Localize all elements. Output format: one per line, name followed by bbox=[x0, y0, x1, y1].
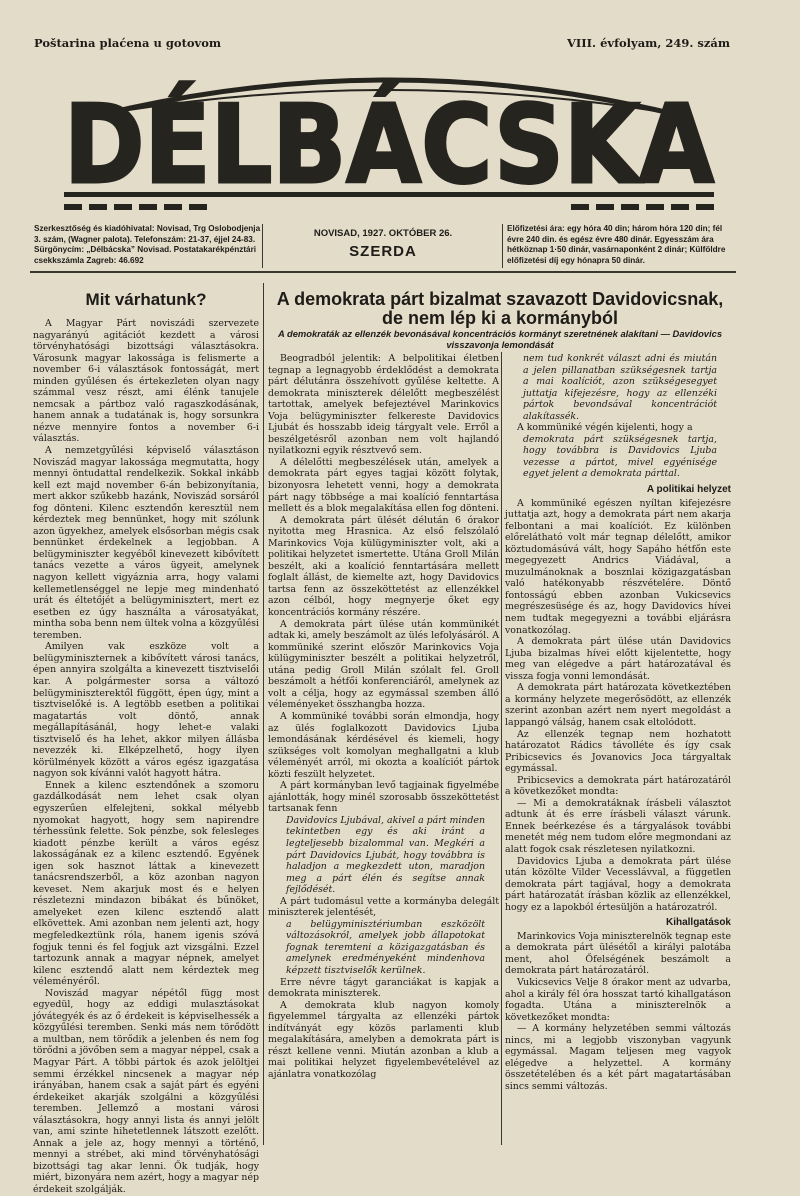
main-subheadline: A demokraták az ellenzék bevonásával koncentrációs kormányt szeretnének alakítani — Davidovics visszavonja lemondását bbox=[277, 328, 723, 350]
left-paragraph: Ennek a kilenc esztendőnek a szomoru gazdálkodását nem lehet csak olyan egyszerűen elfelejteni, sokkal mélyebb nyomokat hagyott, hogy sem napirendre térhessünk felette. Sok pénzbe, sok felesleges kiadott pénzbe került a város egész lakosságának ez a kilenc esztendő. Egyének igen sok hasznot láttak a kinevezett tanácsrendszerből, a köz azonban nagyon keveset. Nem akarjuk most és e helyen részletezni mindazon bibákat és bűnöket, amelyeket ezen kilenc esztendő alatt elkövettek. Ami azonban nem jelenti azt, hogy megfeledkeztünk róla, hanem igenis szóvá fogjuk tenni és fel fogjuk azt vizsgálni. Ezzel tartozunk annak a magyar népnek, amelyet kilenc esztendő alatt nem kérdeztek meg véleményéről. bbox=[33, 779, 259, 988]
main-paragraph: A demokrata klub nagyon komoly figyelemmel tárgyalta az ellenzéki pártok indítványát egy közös parlamenti klub megalakítására, amelyben a demokrata párt is részt kellene venni. Miután azonban a klub a mai politikai helyzet figyelembevételével az ajánlatra vonatkozólag bbox=[268, 999, 499, 1080]
main-paragraph: A kommüniké végén kijelenti, hogy a bbox=[517, 422, 693, 434]
date-block bbox=[268, 228, 498, 260]
left-paragraph: A nemzetgyűlési képviselő választáson Noviszád magyar lakossága megmutatta, hogy mennyi öntudattal rendelkezik. Sokkal inkább kell ezt majd november 6-án bebizonyítania, mert akkor szűkebb hazánk, Noviszád sorsáról fog dönteni. Kilenc esztendőn keresztül nem kérdeztek meg bennünket, hogy mit szólunk azon ügyekhez, amelyek elsősorban mégis csak bennünket érdekelnek a legjobban. A belügyminiszter kegyéből kinevezett kibővített tanács vezette a város ügyeit, amelynek nagyon kellett vigyáznia arra, hogy valami kellemetlenséggel ne lepje meg mindenható urát és éltetőjét a belügyminisztert, mert ez esetben ez úgy használta a városatyákat, mintha soba benn nem ültek volna a közgyűlési teremben. bbox=[33, 445, 259, 641]
main-paragraph: Davidovics Ljuba a demokrata párt ülése után közölte Vilder Vecesslávval, a független demokrata párt tagjával, hogy a demokrata párt határozatát írásban közlik az ellenzékkel, hogy ez a lapokból értesüljön a határozatról. bbox=[505, 855, 731, 913]
masthead-title: DÉLBÁCSKA bbox=[64, 83, 789, 208]
main-paragraph: A demokrata párt ülését délután 6 órakor nyitotta meg Hrasnica. Az első felszólaló Marinkovics Voja külügyminiszter volt, aki a politikai helyzetet ismertette. Utána Groll Milán beszélt, aki a koalíció fenntartására mellett foglalt állást, de kiemelte azt, hogy Davidovics tartsa fenn az összeköttetést az ellenzékkel azon célból, hogy megnyerje őket egy koncentrációs kormány részére. bbox=[268, 514, 499, 619]
subscription-info: Előfizetési ára: egy hóra 40 din; három hóra 120 din; fél évre 240 din. és egész évre 480 dinár. Egyesszám ára hétköznap 1·50 dinár, vasárnaponként 2 dinár; Külföldre előfizetési díj egy hónapra 50 dinár. bbox=[507, 224, 726, 265]
main-paragraph: Beogradból jelentik: A belpolitikai életben tegnap a legnagyobb érdeklődést a demokrata párt délutánra összehívott gyűlése keltette. A demokrata miniszterek délelőtt megbeszélést tartottak, amelyek befejeztével Marinkovics Voja belügyminiszter felkereste Davidovics Ljubát és hosszabb ideig tárgyalt vele. Erről a beszélgetésről azonban nem volt hajlandó nyilatkozni egyik résztvevő sem. bbox=[268, 353, 499, 457]
main-paragraph: A délelőtti megbeszélések után, amelyek a demokrata párt egyes tagjai között folytak, bizonyosra lehetett venni, hogy a demokrata párt nagy többsége a mai koalíció fenntartása mellett és a blok megalakítása ellen fog dönteni. bbox=[268, 456, 499, 515]
main-paragraph: Pribicsevics a demokrata párt határozatáról a következőket mondta: bbox=[505, 774, 731, 798]
edition-number: VIII. évfolyam, 249. szám bbox=[567, 36, 730, 50]
main-paragraph: A párt kormányban levő tagjainak figyelmébe ajánlották, hogy minél szorosabb összeköttetést tartsanak fenn bbox=[268, 780, 499, 815]
dateline: NOVISAD, 1927. OKTÓBER 26. bbox=[313, 228, 453, 239]
main-quote: demokrata párt szükségesnek tartja, hogy továbbra is Davidovics Ljuba vezesse a pártot, mivel egyénisége egyet jelent a demokrata párttal. bbox=[523, 433, 717, 480]
weekday: SZERDA bbox=[349, 243, 417, 260]
left-article-body bbox=[33, 318, 259, 1196]
main-article-column-2 bbox=[505, 353, 731, 1143]
main-headline: A demokrata párt bizalmat szavazott Davidovicsnak, de nem lép ki a kormányból bbox=[276, 289, 724, 328]
main-paragraph: Az ellenzék tegnap nem hozhatott határozatot Rádics távolléte és így csak Pribicsevics és Jovanovics Joca tárgyaltak egymással. bbox=[505, 728, 731, 775]
main-paragraph: — A kormány helyzetében semmi változás nincs, mi a legjobb viszonyban vagyunk egymással. Magam teljesen meg vagyok elégedve a helyzettel. A kormány összetételében és a két párt magatartásában sincs semmi változás. bbox=[505, 1023, 731, 1092]
left-paragraph: Noviszád magyar népétől függ most egyedül, hogy az eddigi mulasztásokat jóvátegyék és az ő érdekeit is képviselhessék a közgyűlési teremben. Senki más nem törődött a multban, nem törődik a jelenben és nem fog törődni a jövőben sem a magyar néppel, csak a Magyar Párt. A többi pártok és azok jelöltjei semmi érzékkel nincsenek a magyar nép irányában, hanem csak a saját párt és egyéni érdekeiket akarják szolgálni a közgyűlési teremben. Jellemző a mostani városi választásokra, hogy annyi lista és annyi jelölt van, ami szinte hihetetlennek látszott ezelőtt. Annak a jele az, hogy mennyi a történő, mennyi a strébet, aki mind törvényhatósági bizottsági tag akar lenni. Ők tudják, hogy miért, bizonyára nem azért, hogy a magyar nép érdekeit szolgálják. bbox=[33, 987, 259, 1196]
left-paragraph: Amilyen vak eszköze volt a belügyminiszternek a kibővített városi tanács, épen annyira szolgálta a kinevezett tisztviselői kar. A polgármester sorsa a változó belügyminiszterektől függött, épen úgy, mint a tisztviselőké is. A legtöbb esetben a politikai magatartás volt döntő, annak megállapításánál, hogy lehet-e valaki tisztviselő és ha lehet, akkor milyen állásba nevezzék ki. Elképzelhető, hogy ilyen körülmények között a város egész igazgatása nagyon sok kívánni valót hagyott hátra. bbox=[33, 641, 259, 780]
masthead-logo bbox=[44, 52, 789, 222]
column-divider-2 bbox=[501, 352, 502, 1145]
main-paragraph: A demokrata párt határozata következtében a kormány helyzete megerősödött, az ellenzék szerint azonban azért nem nyert megoldást a lappangó válság, hanem csak eltolódott. bbox=[505, 682, 731, 728]
main-paragraph: Erre névre tágyt garanciákat is kapjak a demokrata miniszterek. bbox=[268, 976, 499, 1000]
header-divider-left bbox=[262, 224, 263, 268]
publisher-info: Szerkesztőség és kiadóhivatal: Novisad, Trg Oslobodjenja 3. szám, (Wagner palota). Telefonszám: 21-37, éjjel 24-83. Sürgönycím: „Délbácska” Novisad. Postatakarékpénztári csekkszámla Zagreb: 46.692 bbox=[34, 224, 261, 265]
main-paragraph: A párt tudomásul vette a kormányba delegált miniszterek jelentését, bbox=[268, 895, 499, 919]
section-heading-political: A politikai helyzet bbox=[646, 484, 731, 496]
left-paragraph: A Magyar Párt noviszádi szervezete nagyarányú agitációt kezdett a városi törvényhatósági bizottsági választásokra. Városunk magyar lakossága is felismerte a november 6-i választások fontosságát, mert minden gyűlésen és értekezleten olyan nagy számmal vesz részt, ami élénk tanujele nemcsak a pártboz való ragaszkodásának, hanem annak a tudatának is, hogy sorsunkra nézve mennyire fontos a november 6-i választás. bbox=[33, 318, 259, 445]
main-quote: nem tud konkrét választ adni és miután a jelen pillanatban szükségesnek tartja a mai koalíciót, azon szükségesegyet juttatja kifejezésre, hogy az ellenzéki pártok bevondsával koncentrációt alakítassék. bbox=[523, 353, 717, 422]
main-quote: Davidovics Ljubával, akivel a párt minden tekintetben egy és aki iránt a legteljesebb bizalommal van. Megkéri a párt Davidovics Ljubát, hogy továbbra is haladjon a megkezdett uton, maradjon meg a párt élén és segítse annak fejlődését. bbox=[286, 814, 485, 896]
main-paragraph: A demokrata párt ülése után kommünikét adtak ki, amely beszámolt az ülés lefolyásáról. A kommüniké szerint először Marinkovics Voja külügyminiszter beszélt a politikai helyzetről, utána pedig Groll Milán szólalt fel. Groll beszámolt a hétfői konferenciáról, amelynek az volt a célja, hogy az egymással szemben álló véleményeket összhangba hozza. bbox=[268, 618, 499, 711]
main-paragraph: — Mi a demokratáknak írásbeli választot adtunk át és erre írásbeli választ várunk. Ennek beérkezése és a tárgyalások további menetét még nem tudom előre megmondani az alatt fogok csak részletesen nyilatkozni. bbox=[505, 797, 731, 855]
postal-note: Poštarina plaćena u gotovom bbox=[34, 36, 222, 50]
main-quote: a belügyminisztériumban eszközölt változásokról, amelyek jobb állapotokat fognak teremteni a közigazgatásban és amelynek eredményeként mindenhova képzett tisztviselők kerülnek. bbox=[286, 918, 485, 976]
header-rule bbox=[30, 271, 736, 273]
main-paragraph: Marinkovics Voja miniszterelnök tegnap este a demokrata párt ülésétől a királyi palotába ment, ahol Őfelségének beszámolt a demokrata párt határozatáról. bbox=[505, 930, 731, 977]
main-paragraph: A kommüniké egészen nyíltan kifejezésre juttatja azt, hogy a demokrata párt nem akarja felbontani a mai koalíciót. Ez különben előrelátható volt már tegnap délelőtt, amikor köztudomásúvá vált, hogy Sapáho hétfőn este megegyezett Andrics Viádával, a muzulmánoknak a bosznlai közigazgatásban való hatékonyabb részvételére. Döntő fontosságú ebben azonban Vukicsevics megrészesüsége és az, hogy Davidovics hívei nem tudtak megegyezni a további eljárásra vonatkozólag. bbox=[505, 497, 731, 636]
main-paragraph: A demokrata párt ülése után Davidovics Ljuba bizalmas hívei előtt kijelentette, hogy meg van elégedve a párt határozatával és vissza fogja vonni lemondását. bbox=[505, 636, 731, 682]
section-heading-audiences: Kihallgatások bbox=[665, 917, 731, 929]
main-article-column-1 bbox=[268, 353, 499, 1143]
header-divider-right bbox=[502, 224, 503, 268]
main-paragraph: Vukicsevics Velje 8 órakor ment az udvarba, ahol a király fél óra hosszat tartó kihallgatáson fogadta. Utána a miniszterelnök a következőket mondta: bbox=[505, 976, 731, 1023]
column-divider-1 bbox=[263, 283, 264, 1145]
left-article-title: Mit várhatunk? bbox=[85, 290, 207, 309]
main-paragraph: A kommüniké további során elmondja, hogy az ülés foglalkozott Davidovics Ljuba lemondásának kérdésével és kiemeli, hogy szükséges volt komolyan meghallgatni a klub véleményét arról, mi okozta a koalíciót pártok közti feszült helyzetet. bbox=[268, 710, 499, 780]
